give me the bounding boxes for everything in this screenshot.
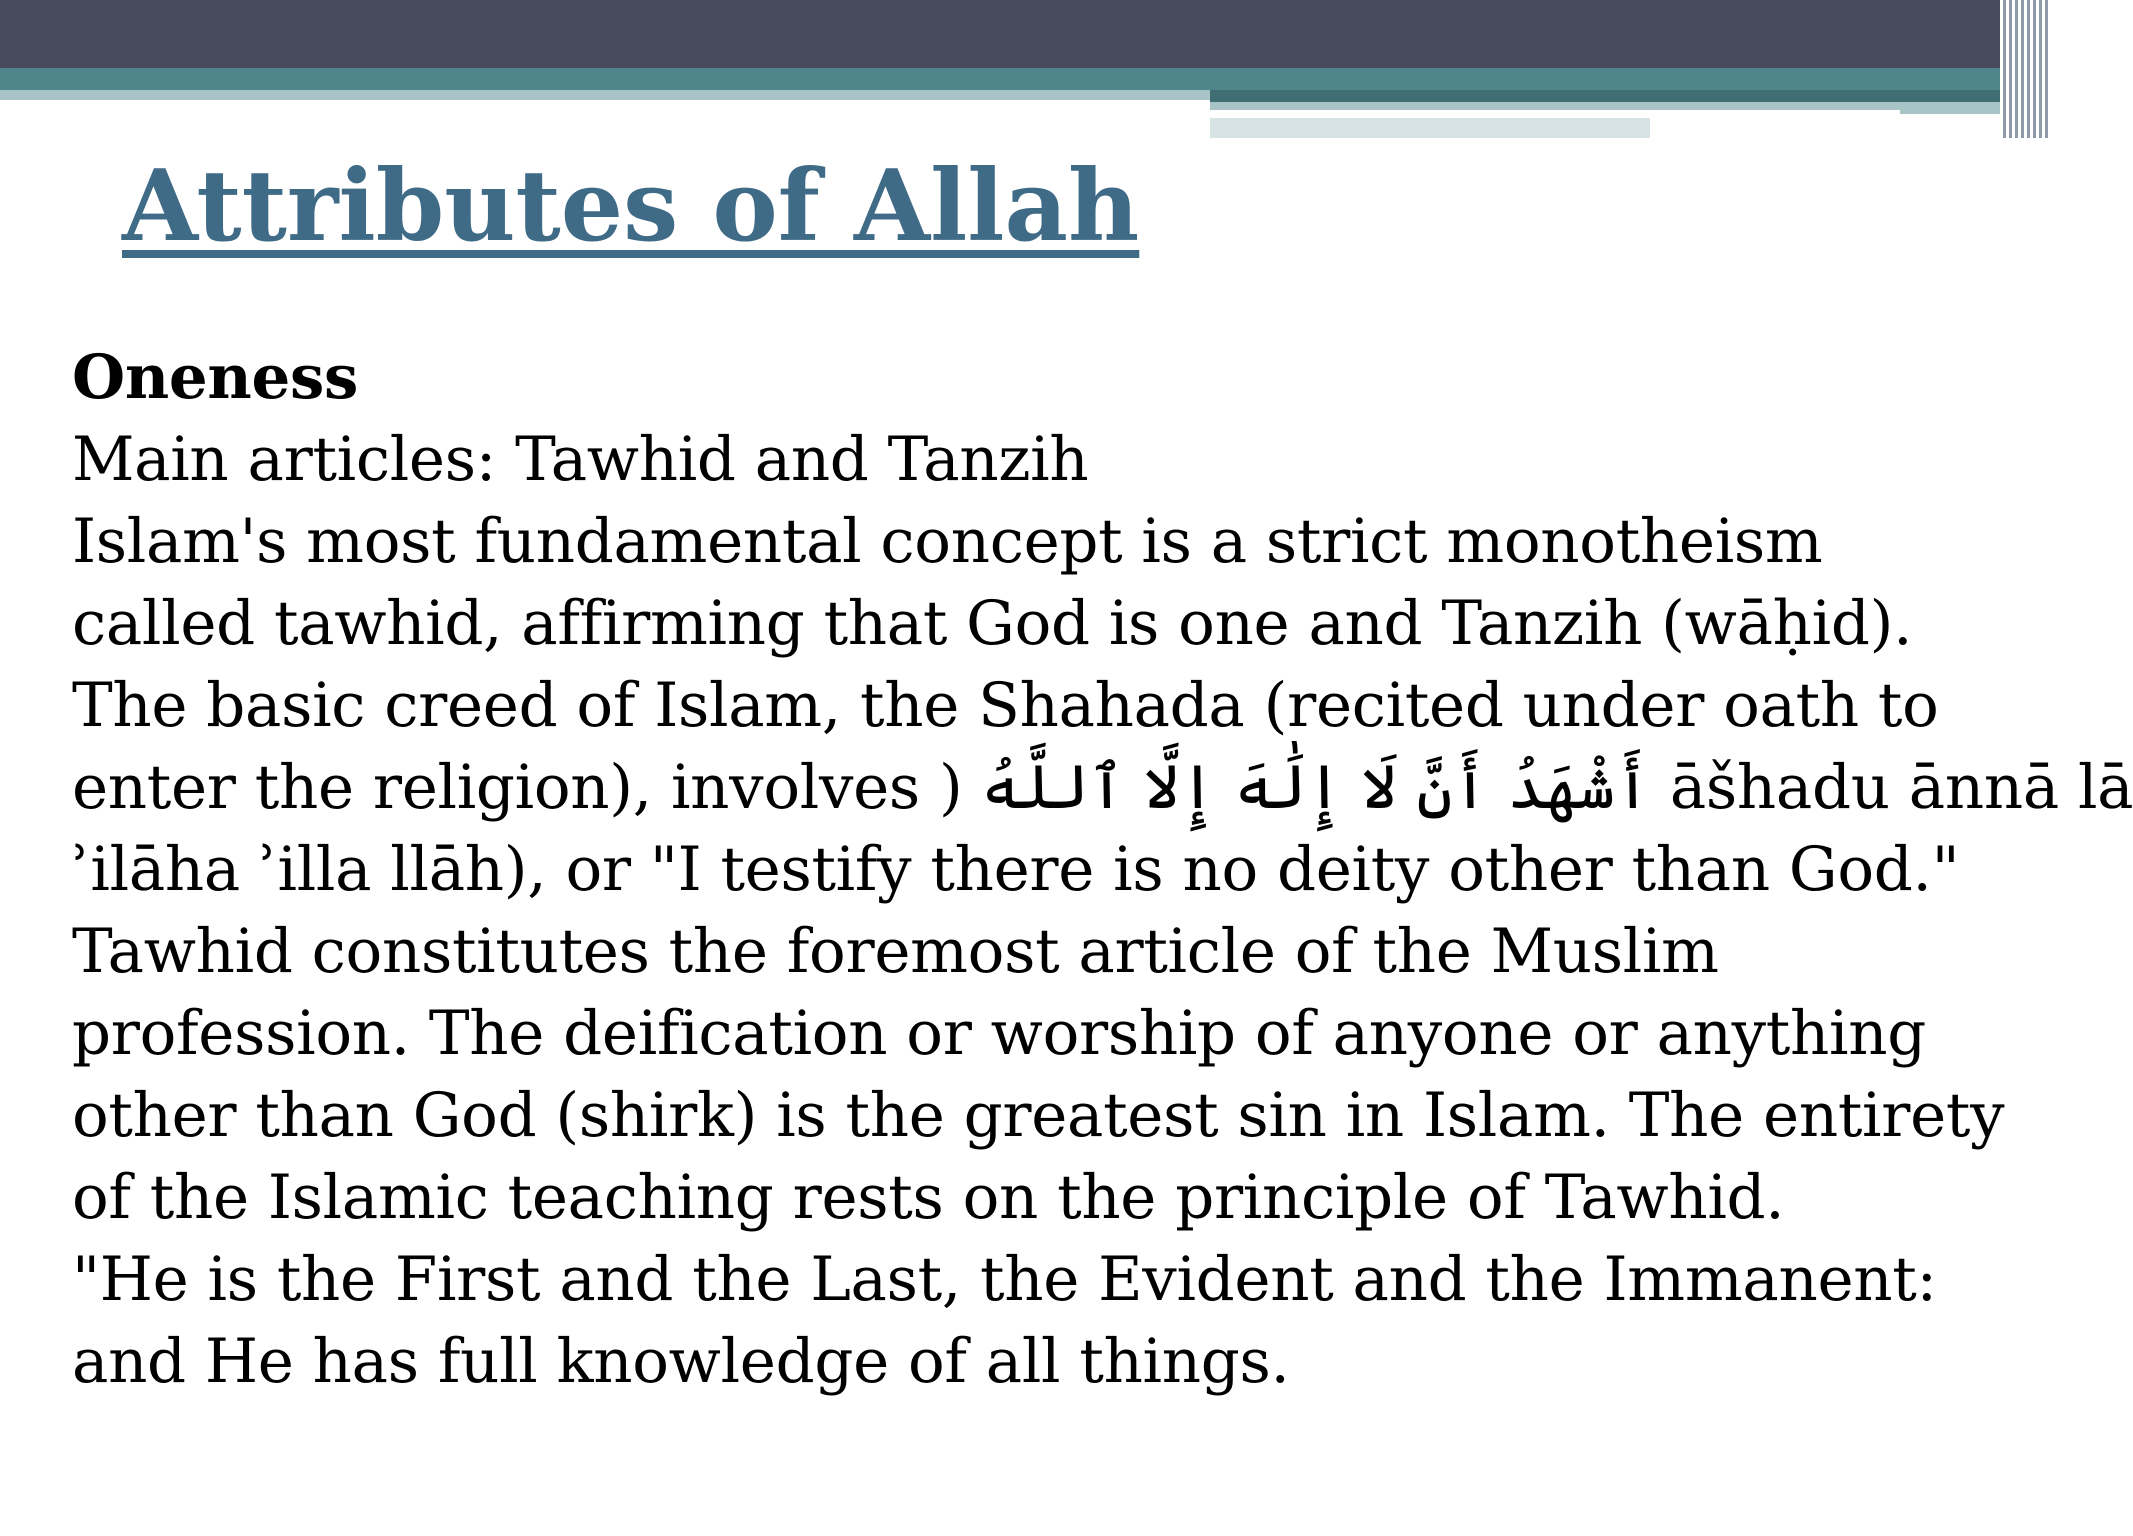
- teal-band: [0, 68, 2048, 90]
- body-line-10: of the Islamic teaching rests on the principle of Tawhid.: [72, 1162, 1785, 1233]
- body-line-6: ʾilāha ʾilla llāh), or "I testify there is no deity other than God.": [72, 834, 1960, 905]
- decorative-vertical-bars: [2000, 0, 2048, 138]
- body-line-3: called tawhid, affirming that God is one and Tanzih (wāḥid).: [72, 588, 1913, 659]
- slide-title: [122, 149, 1140, 264]
- body-line-9: other than God (shirk) is the greatest sin in Islam. The entirety: [72, 1080, 2005, 1151]
- body-line-12: and He has full knowledge of all things.: [72, 1326, 1290, 1397]
- top-banner: [0, 0, 2048, 68]
- body-line-11: "He is the First and the Last, the Evident and the Immanent:: [72, 1244, 1937, 1315]
- body-line-1: Main articles: Tawhid and Tanzih: [72, 424, 1089, 495]
- section-heading: Oneness: [72, 342, 359, 413]
- body-line-5: enter the religion), involves ) أَشْهَدُ أَنَّ لَا إِلَٰهَ إِلَّا ٱللَّهُ āšhadu ānnā lā: [72, 752, 2133, 823]
- light-strip-left: [0, 90, 1210, 100]
- body-line-7: Tawhid constitutes the foremost article of the Muslim: [72, 916, 1719, 987]
- body-line-2: Islam's most fundamental concept is a strict monotheism: [72, 506, 1823, 577]
- slide-title-text: Attributes of Allah: [122, 149, 1140, 264]
- body-line-8: profession. The deification or worship of anyone or anything: [72, 998, 1926, 1069]
- pale-strip-right: [1210, 118, 1650, 138]
- decorative-block-right: [1210, 90, 2010, 102]
- white-line-right: [1210, 110, 1900, 115]
- body-line-4: The basic creed of Islam, the Shahada (recited under oath to: [72, 670, 1939, 741]
- slide-body: [72, 337, 2133, 1403]
